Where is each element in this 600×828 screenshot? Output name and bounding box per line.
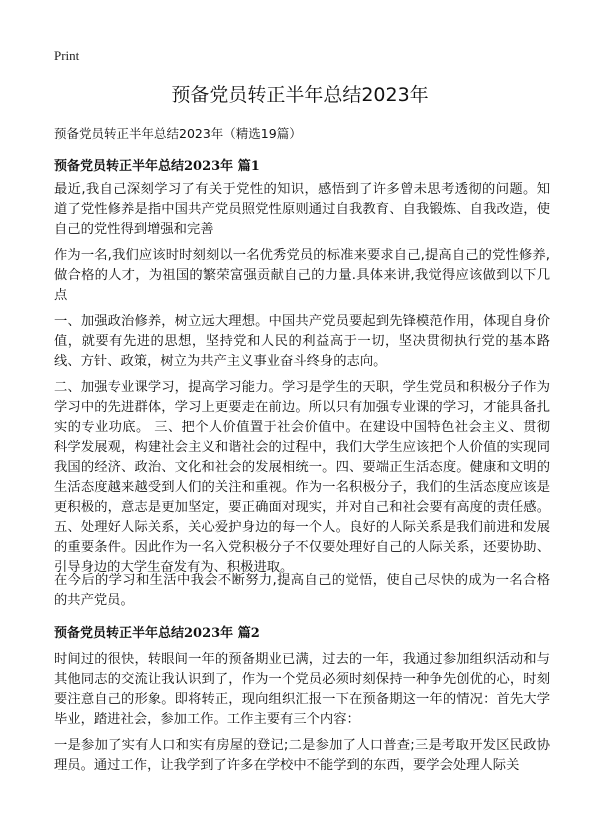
print-link[interactable]: Print xyxy=(54,48,80,63)
document-subtitle: 预备党员转正半年总结2023年（精选19篇） xyxy=(54,126,302,141)
section-1-paragraph-5: 在今后的学习和生活中我会不断努力,提高自己的觉悟，使自己尽快的成为一名合格的共产党员。 xyxy=(54,573,550,608)
section-1-paragraph-3: 一、加强政治修养，树立远大理想。中国共产党员要起到先锋模范作用，体现自身价值，就要有先进的思想，坚持党和人民的利益高于一切，坚决贯彻执行党的基本路线、方针、政策，树立为共产主义事业奋斗终身的志向。 xyxy=(54,314,550,369)
section-2-paragraph-2: 一是参加了实有人口和实有房屋的登记;二是参加了人口普查;三是考取开发区民政协理员。通过工作，让我学到了许多在学校中不能学到的东西，要学会处理人际关 xyxy=(54,738,550,773)
section-1-heading: 预备党员转正半年总结2023年 篇1 xyxy=(54,159,260,174)
section-2-heading: 预备党员转正半年总结2023年 篇2 xyxy=(54,626,260,641)
page-title: 预备党员转正半年总结2023年 xyxy=(171,84,429,106)
section-1-paragraph-4: 二、加强专业课学习，提高学习能力。学习是学生的天职，学生党员和积极分子作为学习中的先进群体，学习上更要走在前边。所以只有加强专业课的学习，才能具备扎实的专业功底。 三、把个人价值置于社会价值中。在建设中国特色社会主义、贯彻科学发展观，构建社会主义和谐社会的过程中，我们大学生应该把个人价值的实现同我国的经济、政治、文化和社会的发展相统一。四、要端正生活态度。健康和文明的生活态度越来越受到人们的关注和重视。作为一名积极分子，我们的生活态度应该是更积极的，意志是更加坚定，要正确面对现实，并对自己和社会要有高度的责任感。 五、处理好人际关系，关心爱护身边的每一个人。良好的人际关系是我们前进和发展的重要条件。因此作为一名入党积极分子不仅要处理好自己的人际关系，还要协助、引导身边的大学生奋发有为、积极进取。 xyxy=(54,380,550,575)
section-1-paragraph-2: 作为一名,我们应该时时刻刻以一名优秀党员的标准来要求自己,提高自己的党性修养,做合格的人才，为祖国的繁荣富强贡献自己的力量.具体来讲,我觉得应该做到以下几点 xyxy=(54,248,550,303)
section-2-paragraph-1: 时间过的很快，转眼间一年的预备期业已满，过去的一年，我通过参加组织活动和与其他同志的交流让我认识到了，作为一个党员必须时刻保持一种争先创优的心，时刻要注意自己的形象。即将转正，现向组织汇报一下在预备期这一年的情况：首先大学毕业，踏进社会，参加工作。工作主要有三个内容： xyxy=(54,652,550,727)
section-1-paragraph-1: 最近,我自己深刻学习了有关于党性的知识，感悟到了许多曾未思考透彻的问题。知道了党性修养是指中国共产党员照党性原则通过自我教育、自我锻炼、自我改造，使自己的党性得到增强和完善 xyxy=(54,182,550,237)
